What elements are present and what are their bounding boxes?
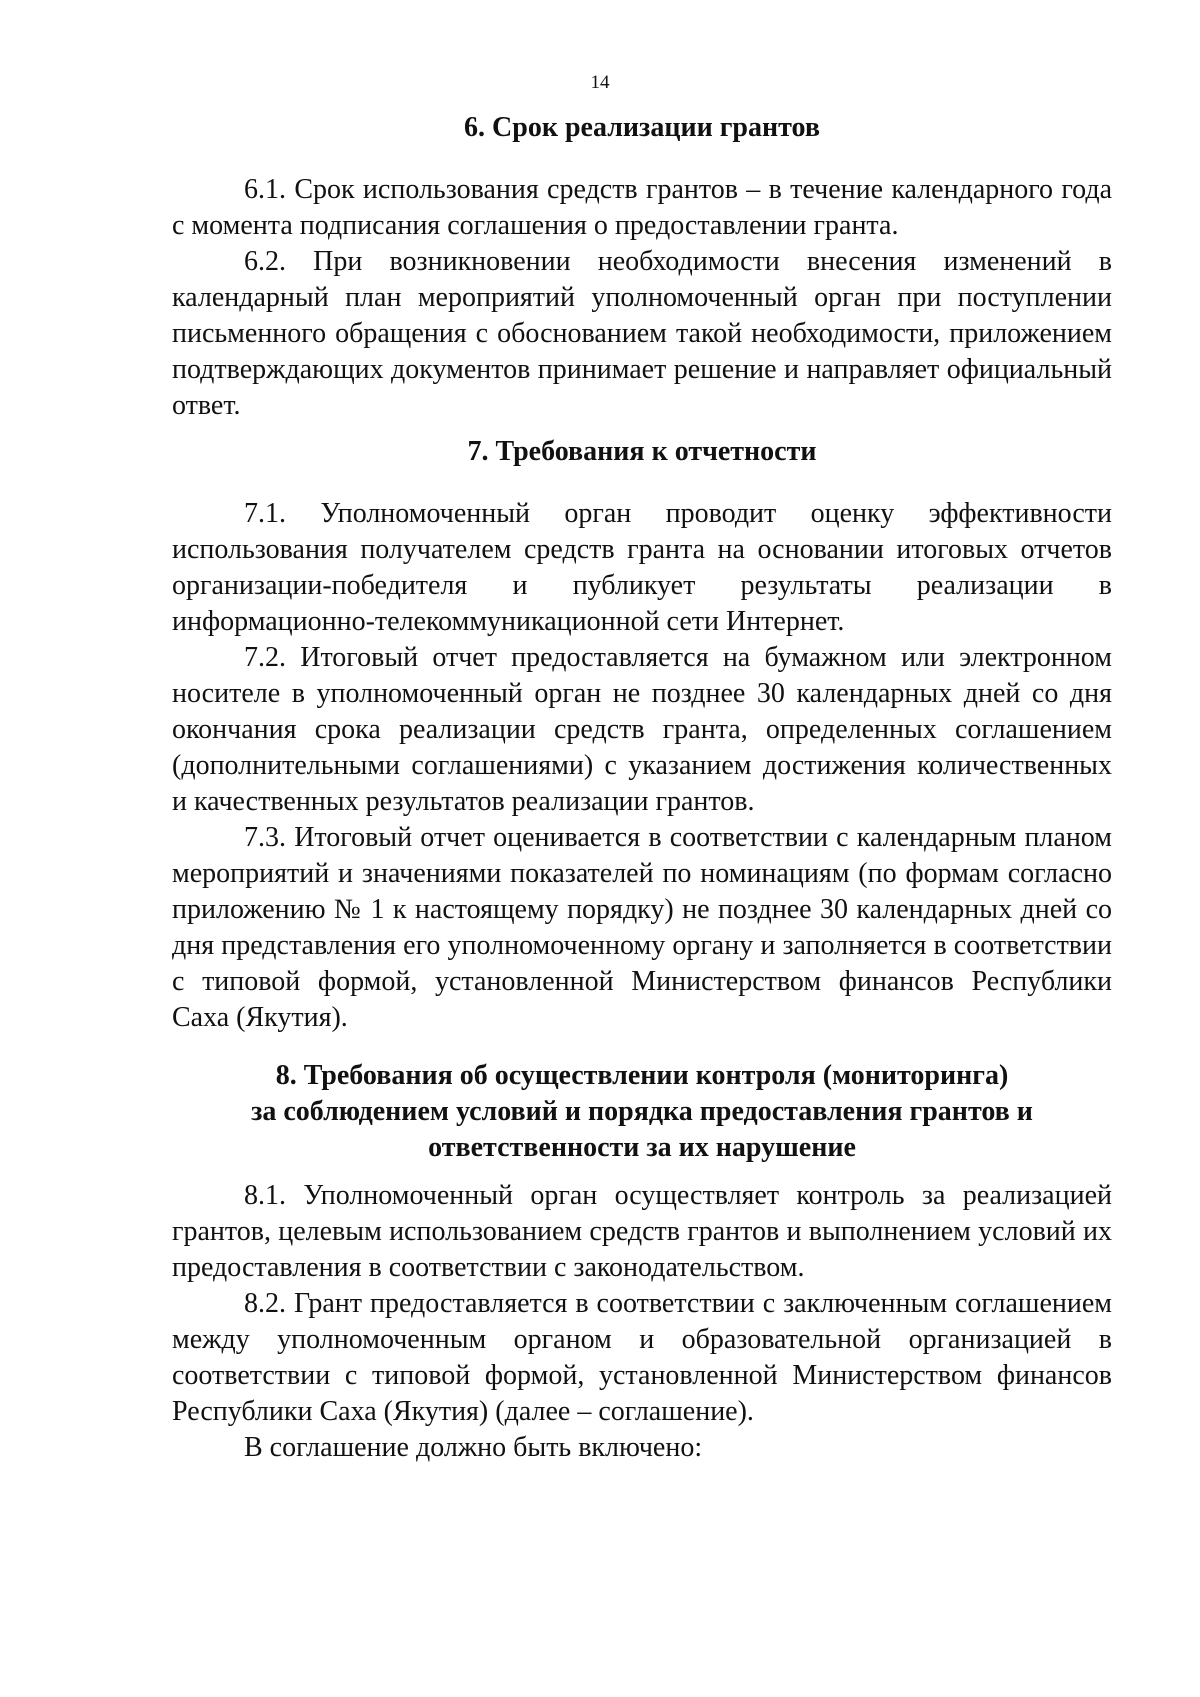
section-8-heading-line-2: за соблюдением условий и порядка предоставления грантов и <box>251 1096 1033 1127</box>
section-8-heading-line-1: 8. Требования об осуществлении контроля (мониторинга) <box>275 1060 1009 1091</box>
paragraph-6-2: 6.2. При возникновении необходимости внесения изменений в календарный план мероприятий уполномоченный орган при поступлении письменного обращения с обоснованием такой необходимости, приложением подтверждающих документов принимает решение и направляет официальный ответ. <box>172 246 1112 421</box>
section-8-heading-line-3: ответственности за их нарушение <box>428 1132 856 1163</box>
section-6 <box>172 110 1112 146</box>
paragraph-8-3: В соглашение должно быть включено: <box>244 1432 703 1463</box>
paragraph-8-1: 8.1. Уполномоченный орган осуществляет контроль за реализацией грантов, целевым использованием средств грантов и выполнением условий их предоставления в соответствии с законодательством. <box>172 1180 1112 1283</box>
paragraph-7-3: 7.3. Итоговый отчет оценивается в соответствии с календарным планом мероприятий и значениями показателей по номинациям (по формам согласно приложению № 1 к настоящему порядку) не позднее 30 календарных дней со дня представления его уполномоченному органу и заполняется в соответствии с типовой формой, установленной Министерством финансов Республики Саха (Якутия). <box>172 822 1112 1033</box>
section-7 <box>172 434 1112 470</box>
page-number: 14 <box>590 72 610 93</box>
paragraph-7-1: 7.1. Уполномоченный орган проводит оценку эффективности использования получателем средств гранта на основании итоговых отчетов организации-победителя и публикует результаты реализации в информационно-телекоммуникационной сети Интернет. <box>172 498 1112 637</box>
section-7-heading: 7. Требования к отчетности <box>467 436 817 467</box>
section-7-body <box>172 496 1112 1036</box>
section-8-body <box>172 1178 1112 1466</box>
paragraph-6-1: 6.1. Срок использования средств грантов – в течение календарного года с момента подписания соглашения о предоставлении гранта. <box>172 174 1112 241</box>
section-6-heading: 6. Срок реализации грантов <box>464 112 820 143</box>
paragraph-7-2: 7.2. Итоговый отчет предоставляется на бумажном или электронном носителе в уполномоченный орган не позднее 30 календарных дней со дня окончания срока реализации средств гранта, определенных соглашением (дополнительными соглашениями) с указанием достижения количественных и качественных результатов реализации грантов. <box>172 642 1112 817</box>
section-8 <box>172 1058 1112 1166</box>
paragraph-8-2: 8.2. Грант предоставляется в соответствии с заключенным соглашением между уполномоченным органом и образовательной организацией в соответствии с типовой формой, установленной Министерством финансов Республики Саха (Якутия) (далее – соглашение). <box>172 1288 1112 1427</box>
section-6-body <box>172 172 1112 424</box>
